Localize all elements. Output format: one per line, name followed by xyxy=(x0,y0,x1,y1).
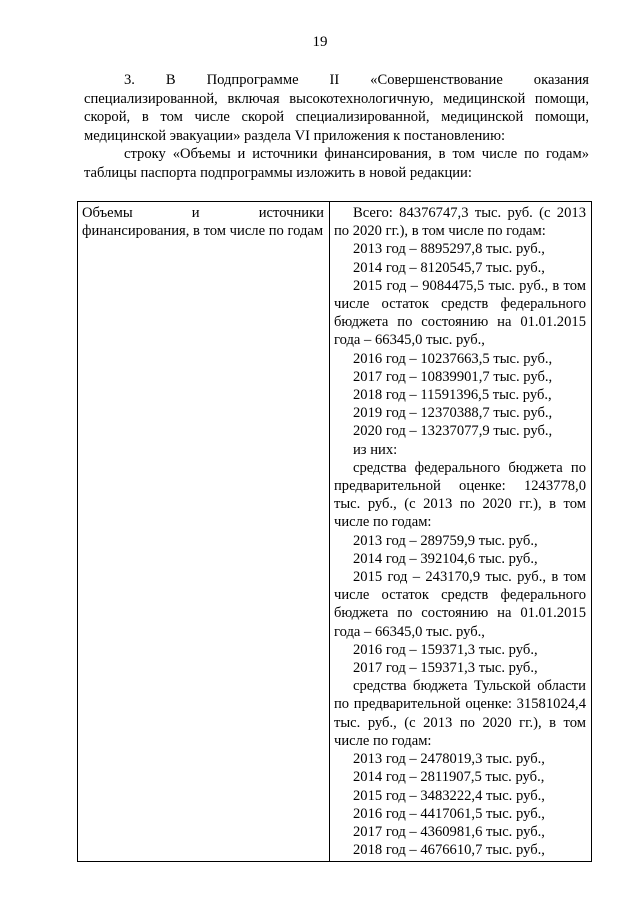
total-2018: 2018 год – 11591396,5 тыс. руб., xyxy=(353,387,552,404)
intro-paragraph-1: 3. В Подпрограмме II «Совершенствование оказания специализированной, включая высокотехнологичную, медицинской помощи, скорой, в том числе скорой специализированной, медицинской помощи, медицинской эвакуации» раздела VI приложения к постановлению: xyxy=(84,72,589,144)
federal-2015: 2015 год – 243170,9 тыс. руб., в том числе остаток средств федерального бюджета по состоянию на 01.01.2015 года – 66345,0 тыс. руб., xyxy=(334,569,586,640)
of-them-label: из них: xyxy=(353,441,398,458)
total-2016: 2016 год – 10237663,5 тыс. руб., xyxy=(353,350,553,367)
total-2014: 2014 год – 8120545,7 тыс. руб., xyxy=(353,259,545,276)
passport-table xyxy=(77,201,592,862)
total-2013: 2013 год – 8895297,8 тыс. руб., xyxy=(353,241,545,258)
federal-2013: 2013 год – 289759,9 тыс. руб., xyxy=(353,532,538,549)
regional-2018: 2018 год – 4676610,7 тыс. руб., xyxy=(353,842,545,859)
federal-budget-intro: средства федерального бюджета по предварительной оценке: 1243778,0 тыс. руб., (с 2013 по 2020 гг.), в том числе по годам: xyxy=(334,459,586,531)
federal-2016: 2016 год – 159371,3 тыс. руб., xyxy=(353,641,538,658)
total-2020: 2020 год – 13237077,9 тыс. руб., xyxy=(353,423,553,440)
federal-2014: 2014 год – 392104,6 тыс. руб., xyxy=(353,550,538,567)
regional-2013: 2013 год – 2478019,3 тыс. руб., xyxy=(353,751,545,768)
total-2015: 2015 год – 9084475,5 тыс. руб., в том числе остаток средств федерального бюджета по состоянию на 01.01.2015 года – 66345,0 тыс. руб., xyxy=(334,277,586,349)
total-2017: 2017 год – 10839901,7 тыс. руб., xyxy=(353,368,553,385)
row-label-line-1: Объемы и источники xyxy=(82,205,324,221)
intro-paragraph-2: строку «Объемы и источники финансирования, в том числе по годам» таблицы паспорта подпрограммы изложить в новой редакции: xyxy=(84,146,589,181)
federal-2017: 2017 год – 159371,3 тыс. руб., xyxy=(353,660,538,677)
regional-2015: 2015 год – 3483222,4 тыс. руб., xyxy=(353,787,545,804)
row-value-cell xyxy=(330,202,592,862)
table-row xyxy=(78,202,592,862)
regional-2016: 2016 год – 4417061,5 тыс. руб., xyxy=(353,805,545,822)
row-label-line-2: финансирования, в том числе по годам xyxy=(82,223,324,240)
total-amount: Всего: 84376747,3 тыс. руб. (с 2013 по 2020 гг.), в том числе по годам: xyxy=(334,205,586,240)
page-number: 19 xyxy=(312,34,328,50)
regional-2017: 2017 год – 4360981,6 тыс. руб., xyxy=(353,823,545,840)
total-2019: 2019 год – 12370388,7 тыс. руб., xyxy=(353,405,553,422)
regional-budget-intro: средства бюджета Тульской области по предварительной оценке: 31581024,4 тыс. руб., (с 2013 по 2020 гг.), в том числе по годам: xyxy=(334,678,586,749)
row-label-cell xyxy=(78,202,330,862)
regional-2014: 2014 год – 2811907,5 тыс. руб., xyxy=(353,769,545,786)
